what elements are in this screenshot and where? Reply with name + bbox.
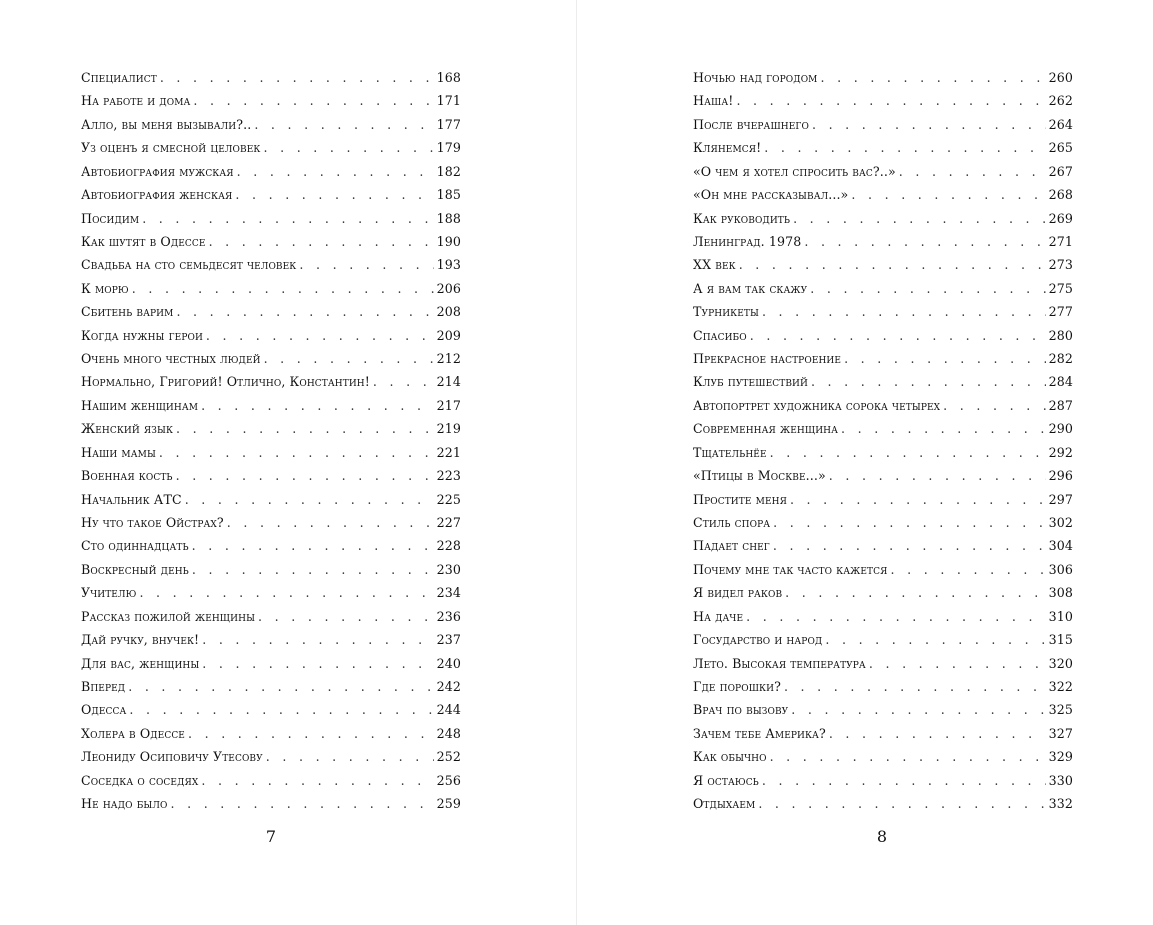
toc-entry-title: Как шутят в Одессе [81, 233, 206, 249]
dot-leader [160, 66, 434, 89]
toc-entry-page: 190 [436, 233, 461, 249]
toc-entry-page: 227 [436, 515, 461, 531]
dot-leader [899, 160, 1046, 183]
dot-leader [793, 207, 1046, 230]
toc-entry [693, 394, 1073, 417]
page-number: 8 [876, 827, 888, 846]
toc-entry [693, 652, 1073, 675]
toc-entry-page: 273 [1048, 257, 1073, 273]
toc-entry [81, 769, 461, 792]
toc-entry-page: 252 [436, 749, 461, 765]
toc-entry-page: 306 [1048, 561, 1073, 577]
dot-leader [299, 253, 433, 276]
toc-entry [81, 745, 461, 768]
toc-entry-page: 168 [436, 70, 461, 85]
toc-entry-title: Ну что такое Ойстрах? [81, 515, 224, 531]
toc-entry [693, 534, 1073, 557]
dot-leader [790, 488, 1046, 511]
toc-entry-page: 325 [1048, 702, 1073, 718]
dot-leader [176, 417, 434, 440]
dot-leader [185, 488, 434, 511]
toc-entry [81, 605, 461, 628]
toc-entry-title: К морю [81, 280, 129, 296]
toc-entry [81, 160, 461, 183]
toc-entry-title: Падает снег [693, 538, 770, 554]
toc-entry [81, 722, 461, 745]
toc-entry-page: 275 [1048, 280, 1073, 296]
dot-leader [235, 183, 433, 206]
toc-entry-title: Лето. Высокая температура [693, 655, 866, 671]
toc-entry [81, 113, 461, 136]
toc-entry-title: Воскресный день [81, 561, 189, 577]
dot-leader [750, 324, 1046, 347]
toc-entry [81, 394, 461, 417]
dot-leader [825, 628, 1045, 651]
toc-entry [693, 628, 1073, 651]
toc-entry [693, 160, 1073, 183]
toc-entry-page: 179 [436, 140, 461, 156]
toc-entry-title: Нормально, Григорий! Отлично, Константин! [81, 374, 370, 390]
toc-entry-page: 236 [436, 608, 461, 624]
toc-entry-page: 234 [436, 585, 461, 601]
dot-leader [129, 698, 433, 721]
toc-entry [693, 488, 1073, 511]
toc-entry-title: Ночью над городом [693, 70, 818, 85]
toc-entry-page: 287 [1048, 397, 1073, 413]
toc-entry-title: Дай ручку, внучек! [81, 632, 200, 648]
toc-entry [81, 300, 461, 323]
toc-entry-title: Сбитень варим [81, 304, 174, 320]
toc-entry [693, 441, 1073, 464]
toc-entry-page: 330 [1048, 772, 1073, 788]
toc-entry-title: Автобиография женская [81, 187, 233, 203]
dot-leader [139, 581, 433, 604]
toc-entry-page: 248 [436, 725, 461, 741]
dot-leader [829, 464, 1046, 487]
toc-entry-title: Простите меня [693, 491, 787, 507]
toc-entry-title: «Птицы в Москве...» [693, 468, 826, 484]
dot-leader [829, 722, 1046, 745]
toc-entry-page: 320 [1048, 655, 1073, 671]
toc-entry-title: Холера в Одессе [81, 725, 185, 741]
toc-entry-page: 332 [1048, 796, 1073, 812]
toc-entry [693, 300, 1073, 323]
toc-entry-title: Наша! [693, 93, 734, 109]
dot-leader [202, 652, 433, 675]
toc-entry-title: Учителю [81, 585, 137, 601]
toc-entry [81, 628, 461, 651]
toc-entry [81, 347, 461, 370]
dot-leader [773, 534, 1046, 557]
toc-entry-page: 185 [436, 187, 461, 203]
dot-leader [201, 769, 433, 792]
toc-entry [693, 511, 1073, 534]
toc-entry-page: 212 [436, 351, 461, 367]
toc-entry-page: 304 [1048, 538, 1073, 554]
toc-entry [693, 675, 1073, 698]
toc-entry-page: 308 [1048, 585, 1073, 601]
toc-entry-page: 230 [436, 561, 461, 577]
toc-entry-page: 223 [436, 468, 461, 484]
dot-leader [263, 136, 433, 159]
toc-entry-title: После вчерашнего [693, 116, 809, 132]
dot-leader [192, 534, 434, 557]
toc-entry [693, 464, 1073, 487]
toc-entry [81, 464, 461, 487]
table-of-contents-left [81, 66, 461, 816]
toc-entry-title: Почему мне так часто кажется [693, 561, 888, 577]
dot-leader [812, 113, 1046, 136]
toc-entry-page: 292 [1048, 444, 1073, 460]
toc-entry [693, 769, 1073, 792]
toc-entry-title: Клянемся! [693, 140, 762, 156]
toc-entry [81, 652, 461, 675]
toc-entry-title: Клуб путешествий [693, 374, 808, 390]
toc-entry-title: Государство и народ [693, 632, 823, 648]
dot-leader [791, 698, 1045, 721]
dot-leader [770, 745, 1046, 768]
toc-entry-title: «О чем я хотел спросить вас?..» [693, 163, 896, 179]
toc-entry-page: 315 [1048, 632, 1073, 648]
toc-entry-page: 277 [1048, 304, 1073, 320]
dot-leader [373, 370, 434, 393]
dot-leader [739, 253, 1046, 276]
toc-entry-title: На даче [693, 608, 744, 624]
toc-entry-title: Начальник АТС [81, 491, 182, 507]
dot-leader [132, 277, 434, 300]
toc-entry-page: 219 [436, 421, 461, 437]
toc-entry [693, 370, 1073, 393]
toc-entry-title: Я видел раков [693, 585, 783, 601]
toc-entry [81, 417, 461, 440]
toc-entry [81, 792, 461, 815]
toc-entry-page: 262 [1048, 93, 1073, 109]
toc-entry-title: Прекрасное настроение [693, 351, 842, 367]
dot-leader [746, 605, 1045, 628]
toc-entry [693, 605, 1073, 628]
dot-leader [869, 652, 1046, 675]
dot-leader [804, 230, 1045, 253]
toc-entry [81, 534, 461, 557]
toc-entry-page: 171 [436, 93, 461, 109]
toc-entry-title: Стиль спора [693, 515, 771, 531]
dot-leader [764, 136, 1045, 159]
toc-entry-page: 228 [436, 538, 461, 554]
toc-entry [81, 675, 461, 698]
toc-entry-page: 217 [436, 397, 461, 413]
toc-entry [693, 558, 1073, 581]
toc-entry-title: «Он мне рассказывал...» [693, 187, 849, 203]
dot-leader [237, 160, 434, 183]
toc-entry-title: Как руководить [693, 210, 791, 226]
toc-entry-page: 244 [436, 702, 461, 718]
toc-entry-title: Свадьба на сто семьдесят человек [81, 257, 297, 273]
left-page [0, 0, 576, 925]
dot-leader [176, 300, 433, 323]
toc-entry-title: Одесса [81, 702, 127, 718]
toc-entry-title: Спасибо [693, 327, 747, 343]
dot-leader [844, 347, 1046, 370]
dot-leader [891, 558, 1046, 581]
toc-entry-title: Наши мамы [81, 444, 156, 460]
toc-entry [81, 253, 461, 276]
table-of-contents-right [693, 66, 1073, 816]
toc-entry-page: 267 [1048, 163, 1073, 179]
dot-leader [176, 464, 434, 487]
dot-leader [784, 675, 1046, 698]
toc-entry-title: Я остаюсь [693, 772, 759, 788]
toc-entry-page: 329 [1048, 749, 1073, 765]
toc-entry-page: 269 [1048, 210, 1073, 226]
toc-entry-title: На работе и дома [81, 93, 191, 109]
toc-entry-title: Посидим [81, 210, 140, 226]
dot-leader [773, 511, 1046, 534]
toc-entry-page: 327 [1048, 725, 1073, 741]
toc-entry [693, 698, 1073, 721]
toc-entry-page: 259 [436, 796, 461, 812]
toc-entry-title: А я вам так скажу [693, 280, 808, 296]
toc-entry [81, 488, 461, 511]
toc-entry-title: Когда нужны герои [81, 327, 203, 343]
toc-entry-page: 256 [436, 772, 461, 788]
toc-entry-page: 282 [1048, 351, 1073, 367]
toc-entry-page: 188 [436, 210, 461, 226]
page-number: 7 [265, 827, 277, 846]
toc-entry [693, 745, 1073, 768]
toc-entry [693, 417, 1073, 440]
toc-entry-page: 284 [1048, 374, 1073, 390]
toc-entry [81, 324, 461, 347]
toc-entry [81, 511, 461, 534]
toc-entry-title: Автобиография мужская [81, 163, 234, 179]
toc-entry [81, 183, 461, 206]
dot-leader [159, 441, 434, 464]
dot-leader [254, 113, 433, 136]
dot-leader [128, 675, 433, 698]
toc-entry-page: 260 [1048, 70, 1073, 85]
toc-entry [81, 89, 461, 112]
toc-entry [693, 347, 1073, 370]
toc-entry-page: 209 [436, 327, 461, 343]
toc-entry-title: Автопортрет художника сорока четырех [693, 397, 941, 413]
toc-entry [81, 230, 461, 253]
toc-entry [693, 183, 1073, 206]
toc-entry-title: Очень много честных людей [81, 351, 261, 367]
dot-leader [785, 581, 1045, 604]
toc-entry [693, 324, 1073, 347]
dot-leader [736, 89, 1045, 112]
toc-entry [693, 792, 1073, 815]
dot-leader [266, 745, 434, 768]
toc-entry [81, 207, 461, 230]
toc-entry [693, 253, 1073, 276]
toc-entry-title: Соседка о соседях [81, 772, 199, 788]
toc-entry-title: XX век [693, 257, 736, 273]
toc-entry-page: 271 [1048, 233, 1073, 249]
dot-leader [770, 441, 1046, 464]
dot-leader [851, 183, 1045, 206]
dot-leader [192, 558, 434, 581]
toc-entry-page: 322 [1048, 678, 1073, 694]
toc-entry [81, 441, 461, 464]
toc-entry [693, 136, 1073, 159]
toc-entry-page: 310 [1048, 608, 1073, 624]
dot-leader [170, 792, 433, 815]
dot-leader [758, 792, 1045, 815]
toc-entry-page: 193 [436, 257, 461, 273]
toc-entry-page: 208 [436, 304, 461, 320]
dot-leader [193, 89, 433, 112]
toc-entry [693, 207, 1073, 230]
toc-entry-page: 221 [436, 444, 461, 460]
toc-entry-page: 296 [1048, 468, 1073, 484]
dot-leader [188, 722, 434, 745]
dot-leader [811, 370, 1046, 393]
dot-leader [202, 628, 433, 651]
toc-entry [81, 581, 461, 604]
toc-entry [81, 277, 461, 300]
toc-entry [693, 230, 1073, 253]
dot-leader [841, 417, 1046, 440]
toc-entry [693, 113, 1073, 136]
toc-entry-title: Для вас, женщины [81, 655, 200, 671]
toc-entry-page: 237 [436, 632, 461, 648]
toc-entry-page: 225 [436, 491, 461, 507]
toc-entry-page: 265 [1048, 140, 1073, 156]
toc-entry-title: Специалист [81, 70, 157, 85]
toc-entry-title: Не надо было [81, 796, 168, 812]
toc-entry-page: 297 [1048, 491, 1073, 507]
toc-entry [693, 66, 1073, 89]
dot-leader [206, 324, 434, 347]
toc-entry-title: Как обычно [693, 749, 767, 765]
toc-entry-title: Рассказ пожилой женщины [81, 608, 256, 624]
toc-entry-title: Тщательнёе [693, 444, 767, 460]
dot-leader [762, 300, 1046, 323]
toc-entry-title: Ленинград. 1978 [693, 233, 802, 249]
toc-entry-title: Где порошки? [693, 678, 781, 694]
toc-entry [81, 698, 461, 721]
right-page [577, 0, 1153, 925]
toc-entry [693, 277, 1073, 300]
toc-entry [81, 136, 461, 159]
toc-entry [693, 89, 1073, 112]
toc-entry-title: Турникеты [693, 304, 759, 320]
toc-entry-page: 242 [436, 678, 461, 694]
toc-entry-page: 280 [1048, 327, 1073, 343]
dot-leader [810, 277, 1045, 300]
toc-entry-page: 268 [1048, 187, 1073, 203]
toc-entry-page: 302 [1048, 515, 1073, 531]
dot-leader [258, 605, 434, 628]
toc-entry-page: 214 [436, 374, 461, 390]
toc-entry-title: Современная женщина [693, 421, 839, 437]
toc-entry [81, 66, 461, 89]
toc-entry [693, 581, 1073, 604]
dot-leader [227, 511, 434, 534]
toc-entry-page: 290 [1048, 421, 1073, 437]
toc-entry [693, 722, 1073, 745]
toc-entry-title: Вперед [81, 678, 126, 694]
toc-entry [81, 370, 461, 393]
toc-entry-title: Зачем тебе Америка? [693, 725, 826, 741]
toc-entry-title: Отдыхаем [693, 796, 756, 812]
toc-entry-title: Уз оценъ я смесной целовек [81, 140, 261, 156]
dot-leader [762, 769, 1046, 792]
toc-entry-page: 182 [436, 163, 461, 179]
dot-leader [209, 230, 434, 253]
dot-leader [264, 347, 434, 370]
toc-entry-title: Леониду Осиповичу Утесову [81, 749, 263, 765]
toc-entry [81, 558, 461, 581]
dot-leader [821, 66, 1046, 89]
dot-leader [943, 394, 1046, 417]
toc-entry-page: 240 [436, 655, 461, 671]
dot-leader [142, 207, 433, 230]
toc-entry-page: 264 [1048, 116, 1073, 132]
toc-entry-title: Военная кость [81, 468, 173, 484]
toc-entry-title: Врач по вызову [693, 702, 789, 718]
toc-entry-page: 177 [436, 116, 461, 132]
dot-leader [201, 394, 434, 417]
toc-entry-title: Женский язык [81, 421, 174, 437]
toc-entry-title: Нашим женщинам [81, 397, 199, 413]
toc-entry-title: Алло, вы меня вызывали?.. [81, 116, 252, 132]
toc-entry-title: Сто одиннадцать [81, 538, 189, 554]
toc-entry-page: 206 [436, 280, 461, 296]
